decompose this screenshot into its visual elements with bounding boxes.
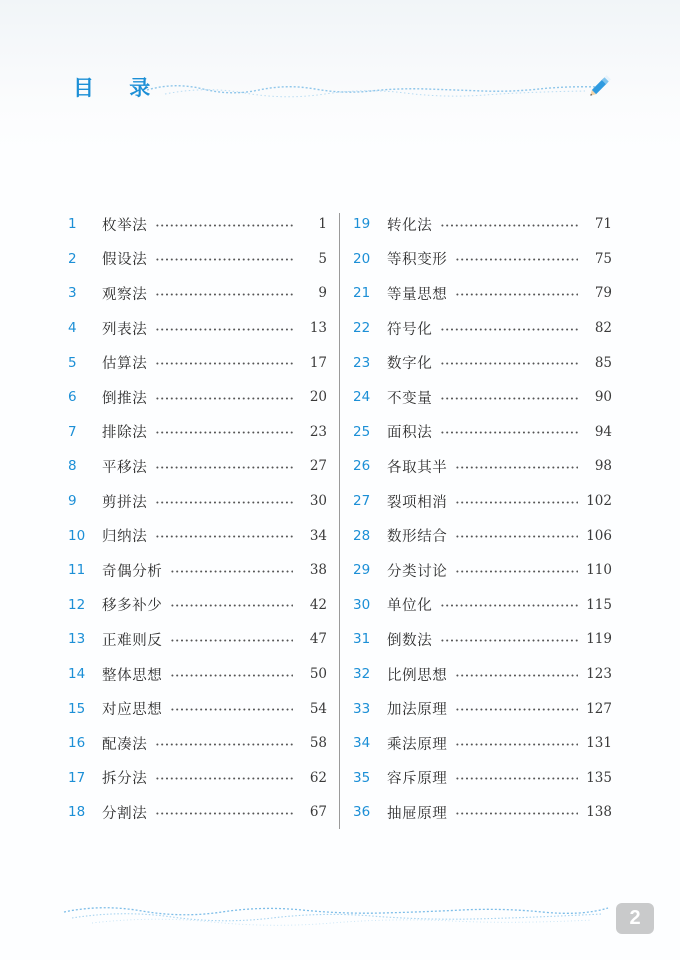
toc-entry-title: 归纳法 (102, 529, 148, 546)
toc-dot-leader (155, 812, 293, 815)
toc-entry-page: 94 (594, 423, 612, 440)
toc-entry[interactable] (65, 795, 327, 830)
toc-entry-title: 排除法 (102, 425, 148, 442)
toc-entry-title: 数形结合 (387, 529, 448, 546)
toc-entry-title: 面积法 (387, 425, 433, 442)
toc-entry[interactable] (350, 345, 612, 380)
toc-entry[interactable] (65, 761, 327, 796)
toc-dot-leader (455, 258, 578, 261)
toc-entry-page: 131 (586, 735, 612, 752)
toc-entry-title: 单位化 (387, 598, 433, 615)
toc-dot-leader (155, 535, 293, 538)
toc-entry-number: 33 (353, 700, 371, 717)
toc-entry-page: 123 (586, 666, 612, 683)
toc-entry[interactable] (350, 622, 612, 657)
toc-entry-number: 1 (68, 216, 77, 233)
toc-entry-number: 7 (68, 423, 77, 440)
toc-entry[interactable] (350, 276, 612, 311)
toc-entry-page: 58 (309, 735, 327, 752)
toc-entry-number: 25 (353, 423, 371, 440)
toc-entry-title: 整体思想 (102, 667, 163, 684)
toc-entry[interactable] (65, 726, 327, 761)
toc-entry-title: 加法原理 (387, 702, 448, 719)
toc-entry-number: 27 (353, 493, 371, 510)
toc-entry-title: 抽屉原理 (387, 805, 448, 822)
toc-entry-number: 6 (68, 389, 77, 406)
toc-entry-title: 奇偶分析 (102, 563, 163, 580)
toc-entry[interactable] (65, 484, 327, 519)
toc-entry-number: 16 (68, 735, 86, 752)
toc-entry[interactable] (350, 588, 612, 623)
toc-entry-page: 102 (586, 493, 612, 510)
toc-entry-page: 62 (309, 769, 327, 786)
toc-dot-leader (440, 639, 578, 642)
toc-entry-page: 47 (309, 631, 327, 648)
toc-entry-title: 对应思想 (102, 702, 163, 719)
toc-entry-number: 13 (68, 631, 86, 648)
toc-entry-title: 平移法 (102, 459, 148, 476)
toc-dot-leader (455, 293, 578, 296)
toc-entry-number: 11 (68, 562, 86, 579)
toc-entry[interactable] (65, 207, 327, 242)
page-number-badge: 2 (616, 903, 654, 934)
toc-dot-leader (455, 812, 578, 815)
toc-dot-leader (455, 570, 578, 573)
toc-entry[interactable] (65, 345, 327, 380)
toc-entry-title: 拆分法 (102, 771, 148, 788)
toc-entry-title: 观察法 (102, 286, 148, 303)
toc-entry-number: 23 (353, 354, 371, 371)
toc-entry-title: 假设法 (102, 252, 148, 269)
toc-entry-number: 34 (353, 735, 371, 752)
toc-entry-number: 32 (353, 666, 371, 683)
toc-entry-number: 14 (68, 666, 86, 683)
toc-dot-leader (170, 674, 293, 677)
toc-entry-title: 各取其半 (387, 459, 448, 476)
toc-entry-number: 18 (68, 804, 86, 821)
toc-entry-page: 79 (594, 285, 612, 302)
toc-dot-leader (155, 397, 293, 400)
toc-entry-page: 17 (309, 354, 327, 371)
toc-dot-leader (440, 431, 578, 434)
toc-entry-title: 正难则反 (102, 632, 163, 649)
toc-entry-page: 85 (594, 354, 612, 371)
toc-entry-title: 配凑法 (102, 736, 148, 753)
toc-entry-page: 110 (586, 562, 612, 579)
toc-entry[interactable] (350, 207, 612, 242)
toc-entry[interactable] (65, 242, 327, 277)
page-title: 目 录 (73, 76, 165, 100)
toc-entry-title: 列表法 (102, 321, 148, 338)
toc-dot-leader (455, 777, 578, 780)
toc-entry-number: 8 (68, 458, 77, 475)
toc-entry[interactable] (350, 795, 612, 830)
toc-entry-number: 5 (68, 354, 77, 371)
toc-dot-leader (440, 224, 578, 227)
toc-entry[interactable] (350, 553, 612, 588)
toc-dot-leader (155, 431, 293, 434)
toc-right-column (350, 207, 612, 830)
toc-entry-page: 98 (594, 458, 612, 475)
toc-entry[interactable] (65, 449, 327, 484)
toc-dot-leader (155, 743, 293, 746)
column-divider (339, 213, 340, 829)
toc-entry-page: 30 (309, 493, 327, 510)
toc-dot-leader (155, 293, 293, 296)
toc-entry-page: 1 (318, 216, 327, 233)
toc-dot-leader (455, 501, 578, 504)
toc-entry-page: 138 (586, 804, 612, 821)
toc-entry-number: 29 (353, 562, 371, 579)
toc-entry[interactable] (65, 588, 327, 623)
toc-entry-number: 28 (353, 527, 371, 544)
toc-entry-number: 30 (353, 596, 371, 613)
toc-entry-number: 24 (353, 389, 371, 406)
toc-entry-number: 15 (68, 700, 86, 717)
toc-entry-page: 34 (309, 527, 327, 544)
toc-dot-leader (155, 258, 293, 261)
toc-entry-title: 移多补少 (102, 598, 163, 615)
toc-entry[interactable] (350, 242, 612, 277)
toc-left-column (65, 207, 327, 830)
toc-dot-leader (455, 708, 578, 711)
toc-entry-title: 分割法 (102, 805, 148, 822)
toc-entry[interactable] (350, 311, 612, 346)
toc-entry-title: 比例思想 (387, 667, 448, 684)
toc-entry-number: 35 (353, 769, 371, 786)
toc-entry-title: 符号化 (387, 321, 433, 338)
toc-entry-number: 3 (68, 285, 77, 302)
toc-entry-number: 12 (68, 596, 86, 613)
toc-entry[interactable] (350, 484, 612, 519)
toc-dot-leader (455, 466, 578, 469)
toc-entry-title: 分类讨论 (387, 563, 448, 580)
toc-dot-leader (155, 777, 293, 780)
toc-dot-leader (155, 501, 293, 504)
toc-entry-title: 裂项相消 (387, 494, 448, 511)
toc-entry-page: 20 (309, 389, 327, 406)
toc-entry-title: 不变量 (387, 390, 433, 407)
toc-entry[interactable] (350, 380, 612, 415)
toc-dot-leader (455, 674, 578, 677)
toc-dot-leader (170, 639, 293, 642)
toc-dot-leader (455, 743, 578, 746)
toc-entry-page: 67 (309, 804, 327, 821)
toc-entry-page: 5 (318, 250, 327, 267)
toc-entry-number: 17 (68, 769, 86, 786)
toc-entry-page: 38 (309, 562, 327, 579)
toc-entry-number: 21 (353, 285, 371, 302)
toc-entry-title: 乘法原理 (387, 736, 448, 753)
toc-entry-number: 22 (353, 320, 371, 337)
toc-entry-number: 4 (68, 320, 77, 337)
toc-dot-leader (155, 466, 293, 469)
toc-dot-leader (170, 570, 293, 573)
toc-dot-leader (455, 535, 578, 538)
toc-entry[interactable] (65, 380, 327, 415)
toc-entry-number: 31 (353, 631, 371, 648)
toc-entry[interactable] (350, 657, 612, 692)
toc-dot-leader (440, 397, 578, 400)
toc-dot-leader (155, 328, 293, 331)
toc-entry[interactable] (350, 761, 612, 796)
toc-entry-title: 剪拼法 (102, 494, 148, 511)
pencil-icon (586, 70, 616, 100)
toc-entry-page: 50 (309, 666, 327, 683)
toc-entry-number: 26 (353, 458, 371, 475)
toc-entry[interactable] (65, 553, 327, 588)
toc-entry[interactable] (350, 415, 612, 450)
toc-entry[interactable] (65, 415, 327, 450)
toc-entry-number: 10 (68, 527, 86, 544)
toc-entry-title: 容斥原理 (387, 771, 448, 788)
toc-entry-page: 27 (309, 458, 327, 475)
toc-dot-leader (440, 604, 578, 607)
toc-entry-number: 19 (353, 216, 371, 233)
toc-entry-page: 75 (594, 250, 612, 267)
toc-entry-title: 等积变形 (387, 252, 448, 269)
toc-entry-number: 20 (353, 250, 371, 267)
toc-entry-page: 54 (309, 700, 327, 717)
toc-entry-title: 倒数法 (387, 632, 433, 649)
toc-dot-leader (155, 224, 293, 227)
toc-entry[interactable] (350, 518, 612, 553)
toc-entry-page: 115 (586, 596, 612, 613)
toc-dot-leader (440, 328, 578, 331)
toc-entry[interactable] (350, 449, 612, 484)
toc-entry-number: 2 (68, 250, 77, 267)
toc-entry-number: 9 (68, 493, 77, 510)
toc-entry-page: 42 (309, 596, 327, 613)
toc-entry-number: 36 (353, 804, 371, 821)
toc-entry[interactable] (350, 691, 612, 726)
toc-dot-leader (440, 362, 578, 365)
toc-entry-title: 估算法 (102, 356, 148, 373)
toc-entry-page: 106 (586, 527, 612, 544)
toc-entry-page: 9 (318, 285, 327, 302)
toc-entry-page: 127 (586, 700, 612, 717)
toc-entry-title: 转化法 (387, 217, 433, 234)
toc-dot-leader (170, 708, 293, 711)
toc-entry-page: 82 (594, 320, 612, 337)
header-wave-decoration (145, 80, 605, 102)
toc-entry-page: 119 (586, 631, 612, 648)
toc-entry[interactable] (65, 622, 327, 657)
toc-dot-leader (155, 362, 293, 365)
toc-entry-title: 枚举法 (102, 217, 148, 234)
toc-entry-title: 倒推法 (102, 390, 148, 407)
toc-entry[interactable] (65, 691, 327, 726)
toc-entry-page: 90 (594, 389, 612, 406)
toc-entry[interactable] (65, 311, 327, 346)
toc-entry-title: 数字化 (387, 356, 433, 373)
toc-dot-leader (170, 604, 293, 607)
toc-entry[interactable] (350, 726, 612, 761)
toc-entry[interactable] (65, 276, 327, 311)
toc-entry-page: 71 (594, 216, 612, 233)
toc-entry[interactable] (65, 518, 327, 553)
toc-entry-page: 23 (309, 423, 327, 440)
toc-entry-page: 135 (586, 769, 612, 786)
toc-entry[interactable] (65, 657, 327, 692)
footer-wave-decoration (62, 896, 610, 932)
toc-entry-page: 13 (309, 320, 327, 337)
toc-entry-title: 等量思想 (387, 286, 448, 303)
